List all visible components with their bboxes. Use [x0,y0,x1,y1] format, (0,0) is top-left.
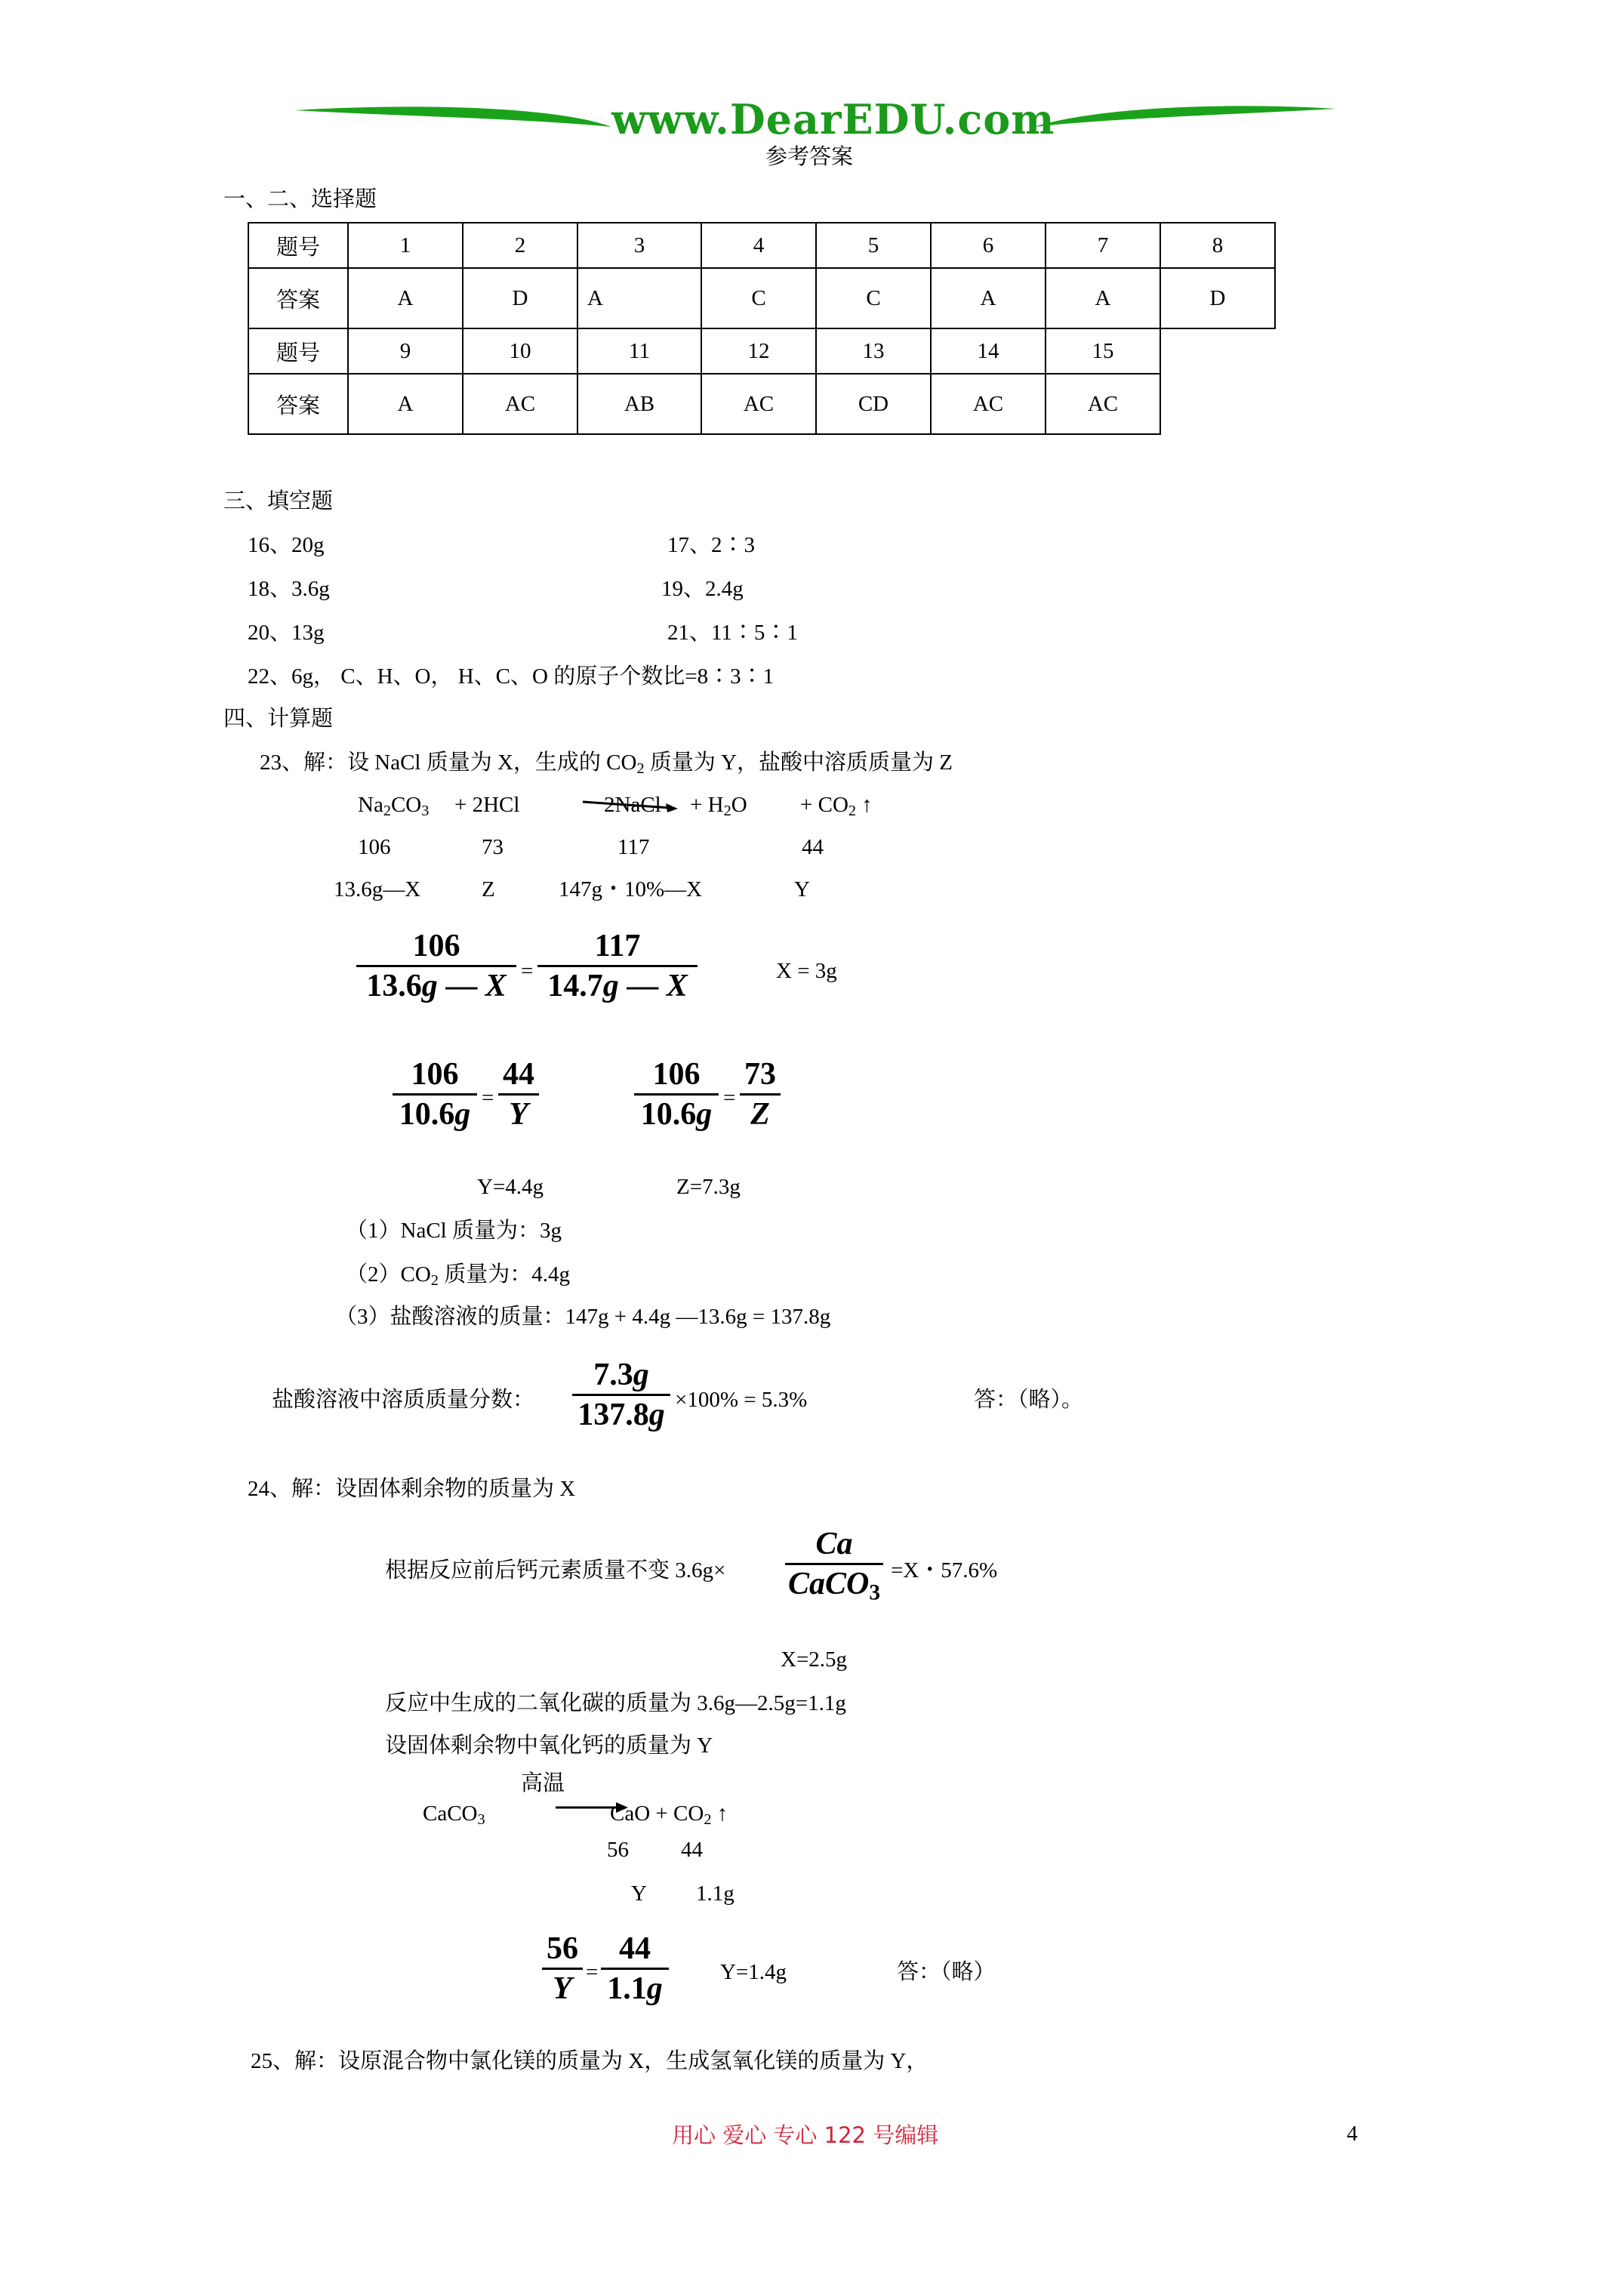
formula-part: CO [390,793,422,817]
q24-line2: 反应中生成的二氧化碳的质量为 3.6g—2.5g=1.1g [385,1691,846,1715]
answer-q18: 18、3.6g [248,577,330,601]
numerator: 56 [547,1931,578,1966]
section-heading-fill: 三、填空题 [223,489,334,513]
table-cell: 1 [348,223,463,268]
table-cell: 题号 [248,328,348,374]
q23-fraction-7 [572,1356,670,1434]
table-cell: 11 [577,328,701,374]
table-cell: 10 [463,328,577,374]
q23-intro-text: 质量为 Y，盐酸中溶质质量为 Z [644,750,953,775]
q24-line3: 设固体剩余物中氧化钙的质量为 Y [385,1734,713,1758]
q23-fraction-label: 盐酸溶液中溶质质量分数： [272,1388,535,1412]
table-cell: C [816,268,931,328]
table-cell: 9 [348,328,463,374]
subscript: 2 [723,803,731,820]
q24-mass-1: 56 [607,1838,629,1862]
table-cell: A [577,268,701,328]
q23-given-2: Z [482,877,495,901]
table-row [248,328,1275,374]
table-cell: A [1046,268,1160,328]
den-part: — [437,969,485,1003]
numerator: 44 [619,1931,651,1966]
q23-fraction-2 [537,927,698,1005]
subscript: 2 [430,1272,439,1290]
q23-answer-2 [346,1261,570,1288]
q24-mass-2: 44 [681,1838,703,1862]
den-part: X [485,969,507,1003]
table-row [248,223,1275,268]
q23-fraction-3 [393,1056,477,1133]
table-cell: C [701,268,816,328]
q23-fraction-6 [740,1056,781,1133]
answer-q21: 21、11∶5∶1 [667,621,798,645]
table-cell: AC [931,374,1046,434]
logo-swoosh-right [1034,106,1336,127]
den-part: 137.8 [577,1398,649,1432]
q23-given-1: 13.6g—X [334,877,421,901]
den-part: 1.1 [607,1971,647,2006]
q24-intro: 24、解：设固体剩余物的质量为 X [248,1477,576,1501]
q23-eq-nacl: 2NaCl [604,793,661,817]
q23-y-result: Y=4.4g [477,1175,544,1199]
answer-q20: 20、13g [248,621,325,645]
subscript: 3 [421,803,430,820]
numerator: 106 [411,1057,459,1092]
table-cell: D [463,268,577,328]
den-part: g [648,1398,665,1432]
denominator [537,967,698,1005]
table-cell: A [348,268,463,328]
denominator: Y [509,1097,528,1132]
table-cell: 7 [1046,223,1160,268]
q23-mass-2: 73 [482,835,504,859]
table-cell: A [348,374,463,434]
denominator [572,1396,670,1434]
footer-editor-note: 用心 爱心 专心 122 号编辑 [672,2122,939,2148]
q24-given-1: Y [631,1881,647,1906]
reaction-condition: 高温 [521,1771,565,1795]
den-part: — [618,969,667,1003]
den-part: X [666,969,688,1003]
num-part: g [633,1358,649,1392]
denominator: Z [750,1097,770,1132]
q24-x-result: X=2.5g [781,1647,848,1672]
q25-intro: 25、解：设原混合物中氯化镁的质量为 X，生成氢氧化镁的质量为 Y， [251,2049,929,2073]
den-part: g [602,969,619,1003]
q24-fraction-2 [542,1930,583,2008]
q23-x-result: X = 3g [776,959,837,983]
q23-answer-1: （1）NaCl 质量为：3g [346,1219,562,1243]
denominator [601,1970,669,2008]
numerator: 106 [652,1057,701,1092]
q23-given-4: Y [794,877,810,901]
logo-swoosh-left [294,106,611,127]
den-part: 14.7 [547,969,603,1003]
formula-part: + CO [800,793,848,817]
formula-part: ↑ [856,793,873,817]
q24-eq-products [610,1800,728,1827]
formula-part: Na [358,793,383,817]
formula-part: ↑ [711,1801,728,1826]
q23-intro [260,749,953,776]
q23-answer-3: （3）盐酸溶液的质量：147g + 4.4g —13.6g = 137.8g [335,1305,831,1329]
q24-fraction-1 [785,1525,883,1603]
table-cell: 13 [816,328,931,374]
q23-eq-h2o [690,791,747,818]
formula-part: CaCO [423,1801,478,1826]
q23-mass-1: 106 [358,835,391,859]
answer-q17: 17、2∶3 [667,533,756,557]
q23-fraction-4 [498,1056,539,1133]
den-part: 10.6 [399,1097,455,1132]
table-cell: 5 [816,223,931,268]
answer-text: （2）CO [346,1262,431,1287]
denominator [785,1565,883,1603]
q24-line1-tail: =X・57.6% [891,1558,998,1583]
denominator [356,967,516,1005]
table-cell: 4 [701,223,816,268]
page-title: 参考答案 [765,145,854,169]
table-cell: 3 [577,223,701,268]
table-cell: CD [816,374,931,434]
den-part: g [696,1097,713,1132]
table-cell: AC [701,374,816,434]
section-heading-choice: 一、二、选择题 [223,187,377,211]
subscript: 3 [477,1811,485,1829]
table-row [248,374,1275,434]
table-cell: 14 [931,328,1046,374]
denominator: Y [553,1971,572,2006]
table-row [248,268,1275,328]
table-cell: AB [577,374,701,434]
den-part: 13.6 [366,969,422,1003]
q23-eq-co2 [800,791,873,818]
q23-fraction-1 [356,927,516,1005]
answer-text: 质量为：4.4g [438,1262,570,1287]
table-cell: 6 [931,223,1046,268]
table-cell: D [1160,268,1275,328]
q23-intro-text: 23、解：设 NaCl 质量为 X，生成的 CO [260,750,637,775]
answer-q19: 19、2.4g [661,577,744,601]
equals-sign: = [482,1086,494,1110]
table-cell: 8 [1160,223,1275,268]
q23-mass-4: 44 [802,835,824,859]
numerator: 106 [412,929,460,963]
equals-sign: = [723,1086,736,1110]
table-cell: A [931,268,1046,328]
denominator [393,1096,477,1133]
den-part: CaCO [787,1567,870,1601]
denominator [634,1096,719,1133]
numerator: 117 [594,929,641,963]
table-cell: 答案 [248,268,348,328]
q23-fraction-5 [634,1056,719,1133]
formula-part: CaO + CO [610,1801,704,1826]
q24-line1: 根据反应前后钙元素质量不变 3.6g× [385,1558,726,1583]
q23-eq-na2co3 [358,791,429,818]
section-heading-calc: 四、计算题 [223,707,334,731]
subscript: 2 [704,1811,712,1829]
q24-fraction-3 [601,1930,669,2008]
subscript: 3 [869,1580,881,1605]
answer-q16: 16、20g [248,533,325,557]
formula-part: O [731,793,747,817]
den-part: g [421,969,438,1003]
q24-final-answer: 答：（略） [897,1960,996,1984]
table-cell: AC [463,374,577,434]
subscript: 2 [383,803,391,820]
table-cell: 15 [1046,328,1160,374]
equals-sign: = [586,1960,599,1984]
q24-y-result: Y=1.4g [720,1960,787,1984]
site-logo-text[interactable]: www.DearEDU.com [611,95,1055,143]
formula-part: + H [690,793,724,817]
table-cell: 12 [701,328,816,374]
table-cell: 2 [463,223,577,268]
answer-table [248,222,1276,435]
q24-given-2: 1.1g [696,1881,735,1906]
den-part: g [646,1971,663,2006]
numerator: Ca [815,1527,853,1561]
equals-sign: = [521,959,534,983]
table-cell-empty [1160,328,1275,374]
table-cell: 题号 [248,223,348,268]
answer-q22: 22、6g， C、H、O， H、C、O 的原子个数比=8∶3∶1 [248,664,775,689]
subscript: 2 [848,803,857,820]
q23-final-answer: 答：（略）。 [974,1388,1084,1412]
table-cell-empty [1160,374,1275,434]
numerator: 73 [744,1057,776,1092]
q23-eq-hcl: + 2HCl [454,793,520,817]
numerator: 44 [503,1057,534,1092]
den-part: 10.6 [640,1097,697,1132]
page-number: 4 [1347,2122,1358,2146]
q23-z-result: Z=7.3g [676,1175,741,1199]
table-cell: AC [1046,374,1160,434]
num-part: 7.3 [593,1358,633,1392]
q23-fraction-result: ×100% = 5.3% [675,1388,808,1412]
q23-given-3: 147g・10%—X [559,877,703,901]
table-cell: 答案 [248,374,348,434]
subscript: 2 [636,760,645,778]
den-part: g [454,1097,471,1132]
numerator [572,1356,670,1394]
q23-mass-3: 117 [617,835,650,859]
q24-eq-caco3 [423,1800,485,1827]
